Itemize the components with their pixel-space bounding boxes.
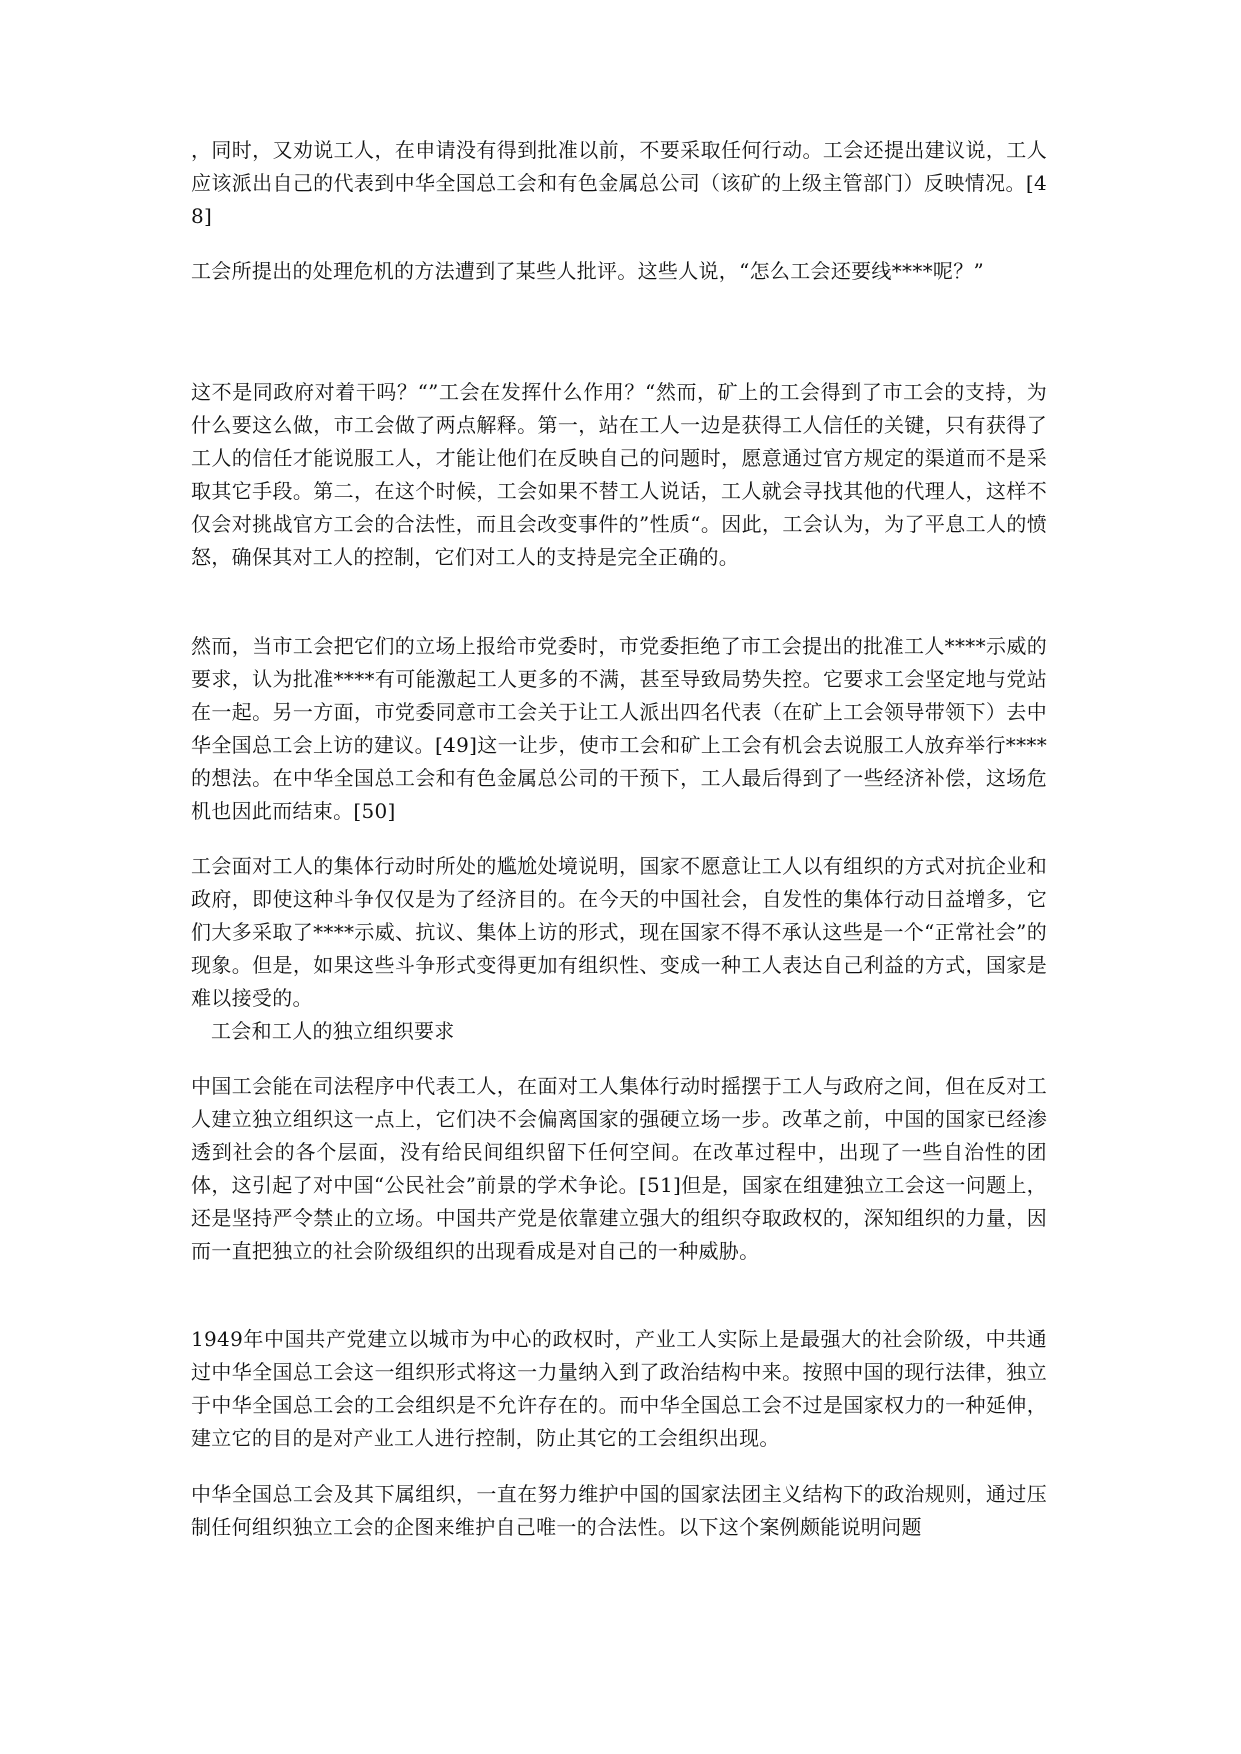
paragraph-6: 中国工会能在司法程序中代表工人，在面对工人集体行动时摇摆于工人与政府之间，但在反对工人建立独立组织这一点上，它们决不会偏离国家的强硬立场一步。改革之前，中国的国家已经渗透到社会的各个层面，没有给民间组织留下任何空间。在改革过程中，出现了一些自治性的团体，这引起了对中国“公民社会”前景的学术争论。[51]但是，国家在组建独立工会这一问题上，还是坚持严令禁止的立场。中国共产党是依靠建立强大的组织夺取政权的，深知组织的力量，因而一直把独立的社会阶级组织的出现看成是对自己的一种威胁。 — [191, 1074, 1047, 1263]
paragraph-3: 这不是同政府对着干吗？“”工会在发挥什么作用？“然而，矿上的工会得到了市工会的支持，为什么要这么做，市工会做了两点解释。第一，站在工人一边是获得工人信任的关键，只有获得了工人的信任才能说服工人，才能让他们在反映自己的问题时，愿意通过官方规定的渠道而不是采取其它手段。第二，在这个时候，工会如果不替工人说话，工人就会寻找其他的代理人，这样不仅会对挑战官方工会的合法性，而且会改变事件的”性质“。因此，工会认为，为了平息工人的愤怒，确保其对工人的控制，它们对工人的支持是完全正确的。 — [191, 380, 1047, 569]
paragraph-4: 然而，当市工会把它们的立场上报给市党委时，市党委拒绝了市工会提出的批准工人****示威的要求，认为批准****有可能激起工人更多的不满，甚至导致局势失控。它要求工会坚定地与党站在一起。另一方面，市党委同意市工会关于让工人派出四名代表（在矿上工会领导带领下）去中华全国总工会上访的建议。[49]这一让步，使市工会和矿上工会有机会去说服工人放弃举行****的想法。在中华全国总工会和有色金属总公司的干预下，工人最后得到了一些经济补偿，这场危机也因此而结束。[50] — [191, 634, 1047, 823]
paragraph-8: 中华全国总工会及其下属组织，一直在努力维护中国的国家法团主义结构下的政治规则，通过压制任何组织独立工会的企图来维护自己唯一的合法性。以下这个案例颇能说明问题 — [191, 1482, 1047, 1539]
paragraph-7: 1949年中国共产党建立以城市为中心的政权时，产业工人实际上是最强大的社会阶级，中共通过中华全国总工会这一组织形式将这一力量纳入到了政治结构中来。按照中国的现行法律，独立于中华全国总工会的工会组织是不允许存在的。而中华全国总工会不过是国家权力的一种延伸，建立它的目的是对产业工人进行控制，防止其它的工会组织出现。 — [191, 1327, 1047, 1450]
paragraph-2: 工会所提出的处理危机的方法遭到了某些人批评。这些人说，“怎么工会还要线****呢？” — [191, 259, 985, 283]
paragraph-1: ，同时，又劝说工人，在申请没有得到批准以前，不要采取任何行动。工会还提出建议说，工人应该派出自己的代表到中华全国总工会和有色金属总公司（该矿的上级主管部门）反映情况。[48] — [191, 138, 1047, 228]
paragraph-5: 工会面对工人的集体行动时所处的尴尬处境说明，国家不愿意让工人以有组织的方式对抗企业和政府，即使这种斗争仅仅是为了经济目的。在今天的中国社会，自发性的集体行动日益增多，它们大多采取了****示威、抗议、集体上访的形式，现在国家不得不承认这些是一个“正常社会”的现象。但是，如果这些斗争形式变得更加有组织性、变成一种工人表达自己利益的方式，国家是难以接受的。 — [191, 854, 1047, 1010]
section-heading: 工会和工人的独立组织要求 — [211, 1019, 455, 1043]
